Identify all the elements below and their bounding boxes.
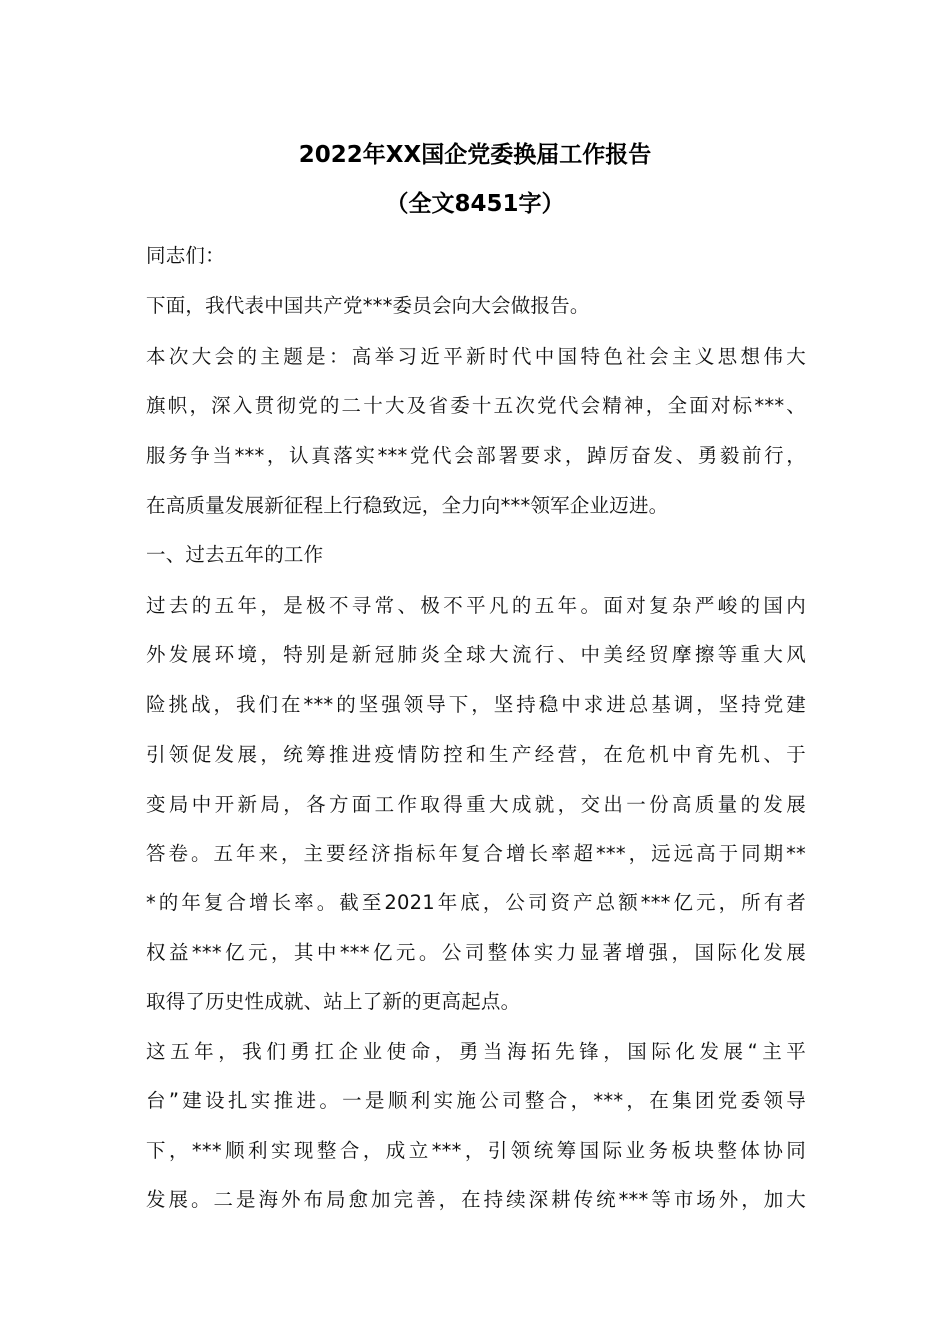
paragraph-line: 这五年，我们勇扛企业使命，勇当海拓先锋，国际化发展“主平 (146, 1040, 806, 1063)
paragraph-line: 本次大会的主题是：高举习近平新时代中国特色社会主义思想伟大 (146, 345, 806, 368)
paragraph-line: 险挑战，我们在***的坚强领导下，坚持稳中求进总基调，坚持党建 (146, 693, 806, 716)
paragraph-line: 在高质量发展新征程上行稳致远，全力向***领军企业迈进。 (146, 494, 669, 517)
paragraph-line: 过去的五年，是极不寻常、极不平凡的五年。面对复杂严峻的国内 (146, 594, 806, 617)
paragraph-line: 下，***顺利实现整合，成立***，引领统筹国际业务板块整体协同 (146, 1139, 806, 1162)
paragraph-line: 取得了历史性成就、站上了新的更高起点。 (146, 990, 521, 1013)
section-heading: 一、过去五年的工作 (146, 543, 324, 566)
paragraph-line: 权益***亿元，其中***亿元。公司整体实力显著增强，国际化发展 (146, 941, 806, 964)
paragraph-line: 台”建设扎实推进。一是顺利实施公司整合，***，在集团党委领导 (146, 1089, 806, 1112)
paragraph-line: 引领促发展，统筹推进疫情防控和生产经营，在危机中育先机、于 (146, 743, 806, 766)
paragraph-line: 旗帜，深入贯彻党的二十大及省委十五次党代会精神，全面对标***、 (146, 394, 806, 417)
paragraph-line: 外发展环境，特别是新冠肺炎全球大流行、中美经贸摩擦等重大风 (146, 643, 806, 666)
document-title: 2022年XX国企党委换届工作报告 (298, 142, 652, 168)
document-subtitle: （全文8451字） (385, 191, 565, 217)
paragraph-line: 发展。二是海外布局愈加完善，在持续深耕传统***等市场外，加大 (146, 1188, 806, 1211)
paragraph-line: 答卷。五年来，主要经济指标年复合增长率超***，远远高于同期** (146, 842, 806, 865)
salutation: 同志们： (146, 244, 225, 267)
paragraph-line: *的年复合增长率。截至2021年底，公司资产总额***亿元，所有者 (146, 891, 806, 914)
paragraph-line: 服务争当***，认真落实***党代会部署要求，踔厉奋发、勇毅前行， (146, 444, 806, 467)
paragraph-line: 变局中开新局，各方面工作取得重大成就，交出一份高质量的发展 (146, 793, 806, 816)
paragraph-line: 下面，我代表中国共产党***委员会向大会做报告。 (146, 294, 590, 317)
